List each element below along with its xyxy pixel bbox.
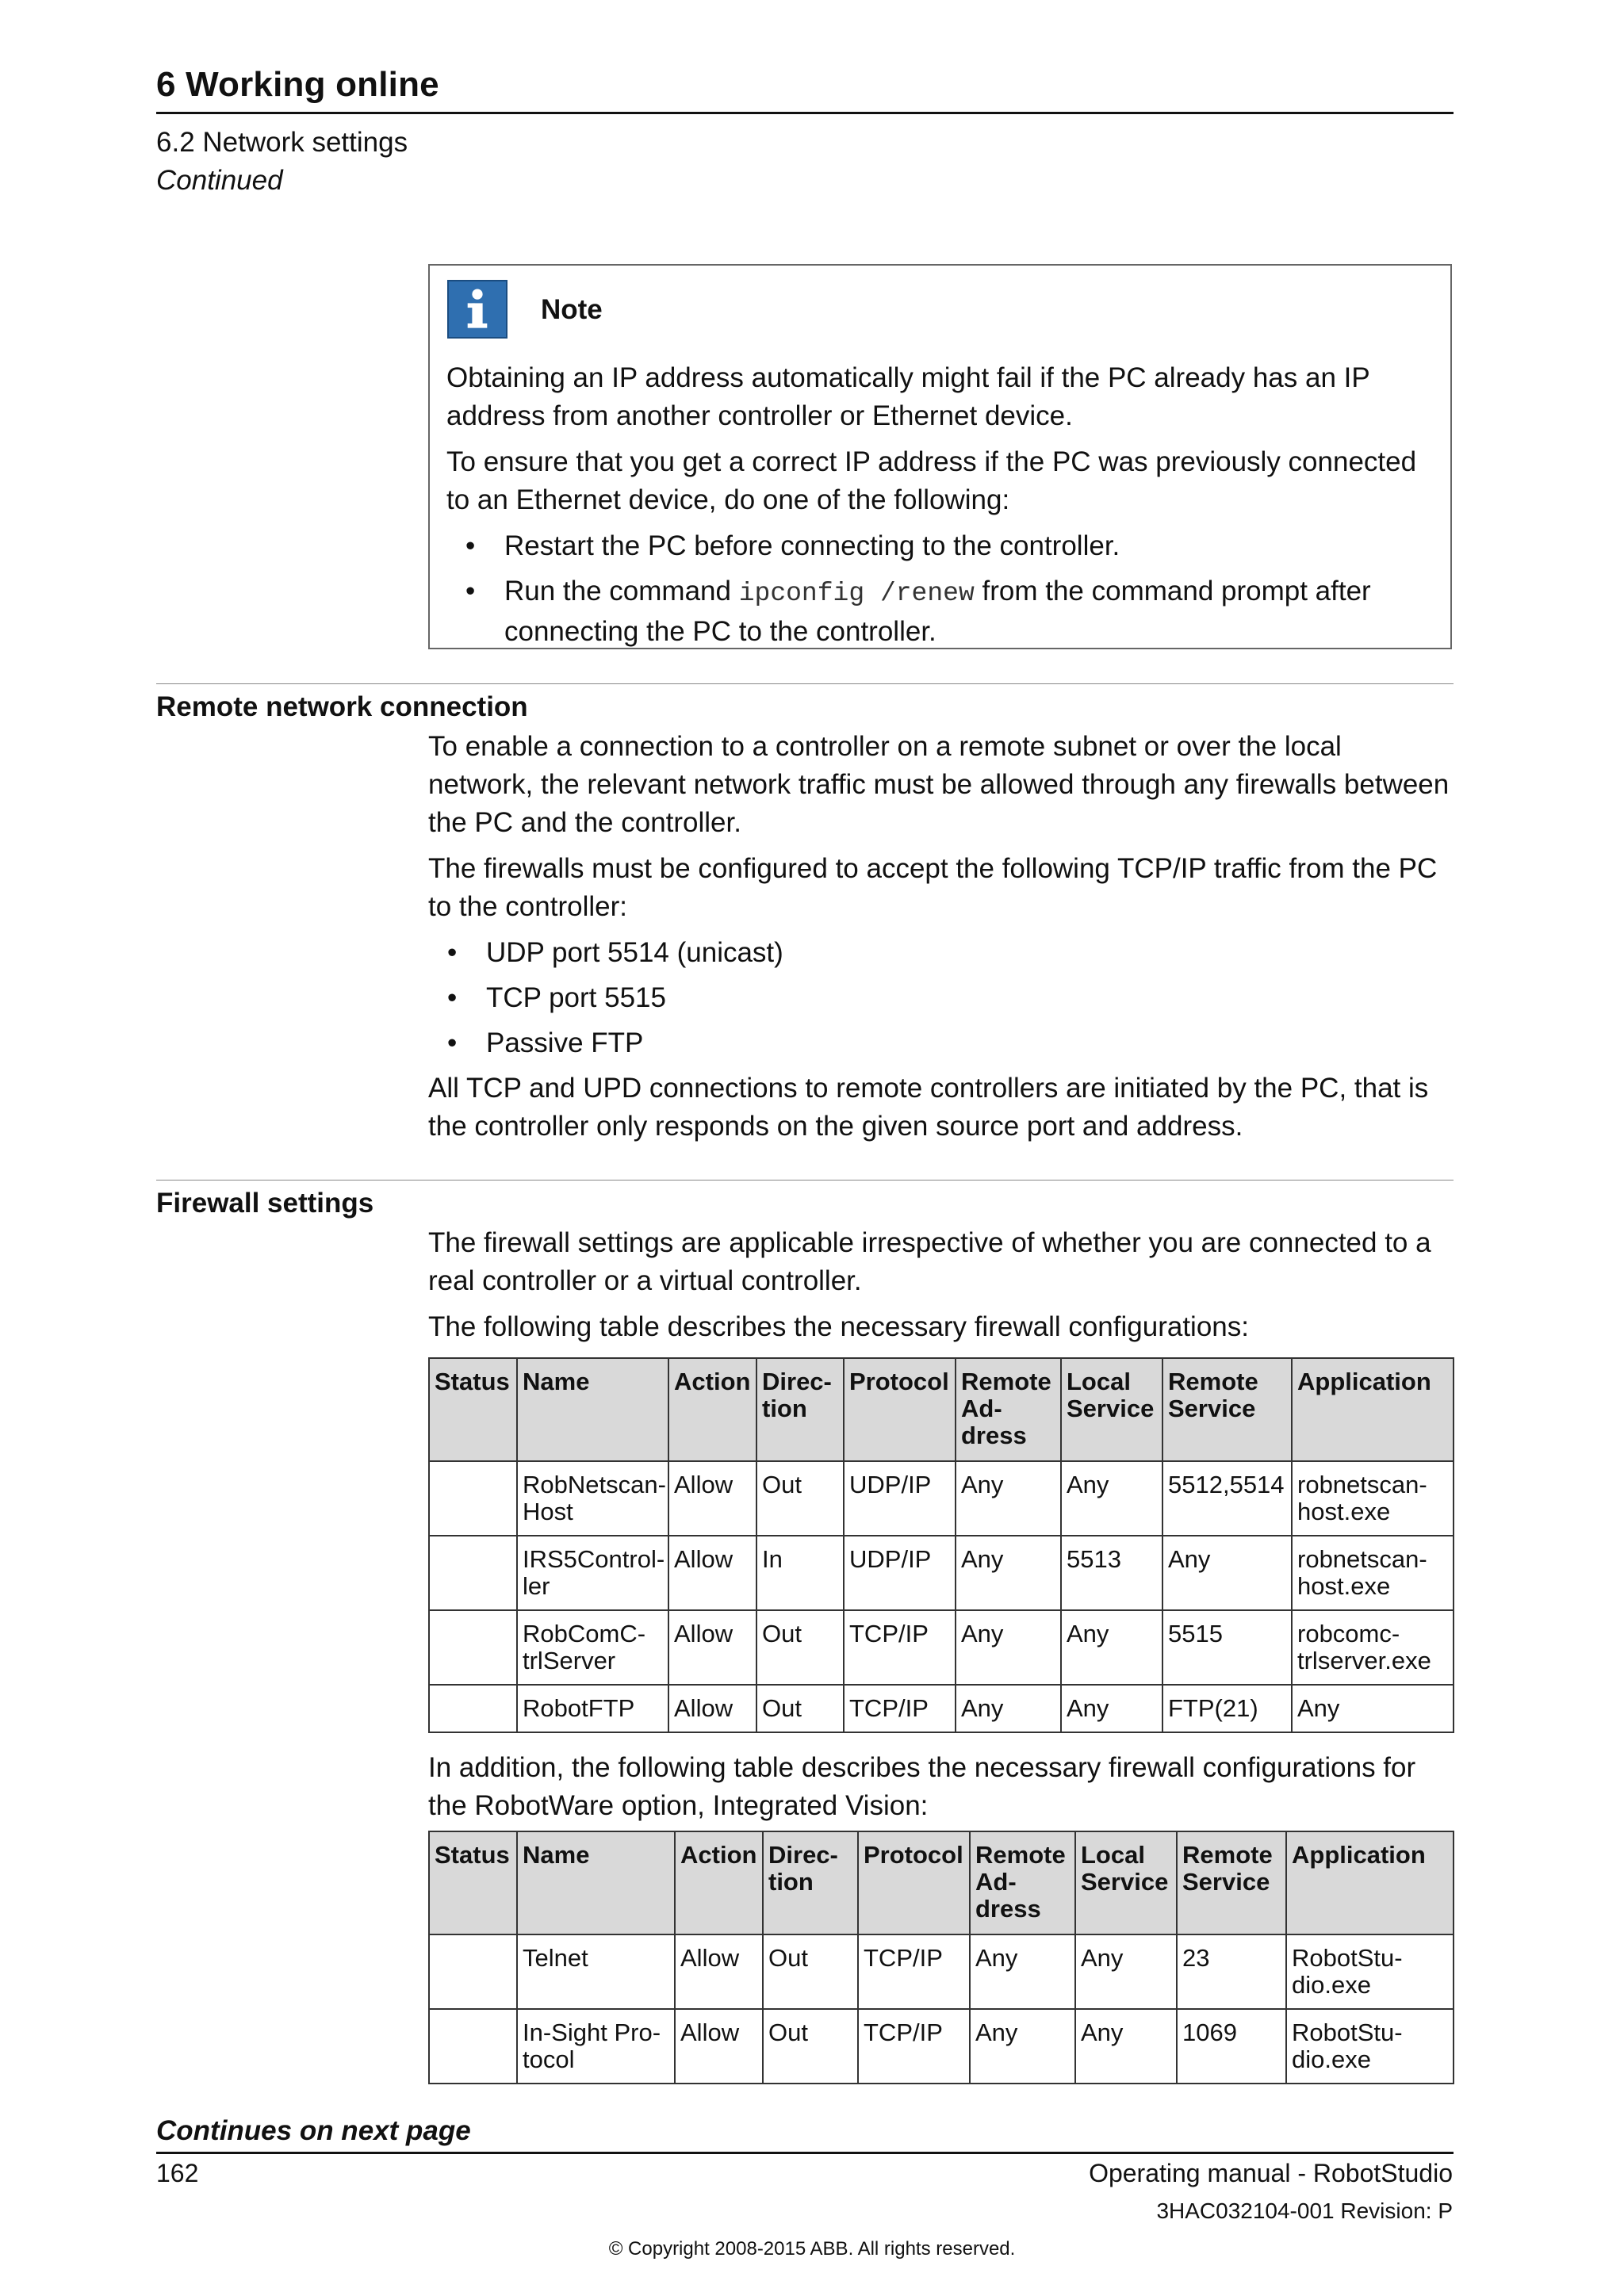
table-cell: RobotFTP [517,1685,668,1732]
table-cell: 5513 [1061,1536,1162,1610]
column-header: Application [1292,1358,1454,1461]
table-cell: UDP/IP [844,1461,956,1536]
table-cell: Any [970,2009,1075,2084]
paragraph: All TCP and UPD connections to remote controllers are initiated by the PC, that is the controller only responds on the given source port and address. [428,1073,1429,1142]
note-title: Note [541,294,603,325]
table-cell: Any [956,1536,1061,1610]
footer-rule [156,2152,1454,2154]
table-cell: RobComC- trlServer [517,1610,668,1685]
note-body [446,359,1438,658]
list-item: • Passive FTP [428,1024,1453,1062]
table-cell: FTP(21) [1162,1685,1292,1732]
table-cell: RobotStu- dio.exe [1286,2009,1454,2084]
paragraph: The firewalls must be configured to accept the following TCP/IP traffic from the PC to the controller: [428,853,1438,922]
integrated-vision-firewall-table [428,1831,1454,2084]
table-cell: TCP/IP [844,1610,956,1685]
column-header: Status [429,1358,517,1461]
table-cell: 23 [1177,1934,1286,2009]
table-cell: TCP/IP [858,2009,970,2084]
firewall-intro [428,1224,1453,1354]
section-title: 6.2 Network settings [156,127,408,158]
table-cell: Any [1061,1685,1162,1732]
list-item: • UDP port 5514 (unicast) [428,934,1453,972]
table-cell: 5512,5514 [1162,1461,1292,1536]
table-cell: TCP/IP [858,1934,970,2009]
table-cell: UDP/IP [844,1536,956,1610]
note-bullet-list [446,527,1438,651]
table-cell: Any [1061,1610,1162,1685]
column-header: Application [1286,1831,1454,1934]
column-header: Name [517,1831,675,1934]
paragraph: The firewall settings are applicable irrespective of whether you are connected to a real controller or a virtual controller. [428,1227,1431,1296]
column-header: Direc- tion [756,1358,844,1461]
table-cell: In-Sight Pro- tocol [517,2009,675,2084]
column-header: Remote Service [1162,1358,1292,1461]
column-header: Remote Ad- dress [970,1831,1075,1934]
table-cell: robnetscan- host.exe [1292,1536,1454,1610]
column-header: Protocol [858,1831,970,1934]
table-cell: Any [956,1461,1061,1536]
table-cell [429,1685,517,1732]
paragraph: In addition, the following table describes the necessary firewall configurations for the RobotWare option, Integrated Vision: [428,1752,1416,1821]
header-rule [156,112,1454,114]
list-item-text: Run the command [504,576,739,607]
firewall-settings-heading: Firewall settings [156,1188,374,1219]
column-header: Protocol [844,1358,956,1461]
remote-network-body [428,728,1453,1154]
integrated-vision-intro [428,1749,1453,1833]
table-header-row [429,1358,1454,1461]
table-cell: Any [970,1934,1075,2009]
table-cell: Out [756,1610,844,1685]
document-id: 3HAC032104-001 Revision: P [1156,2198,1453,2223]
port-list [428,934,1453,1062]
table-cell: Any [1075,1934,1177,2009]
table-cell: Allow [668,1610,756,1685]
table-cell: Allow [668,1461,756,1536]
copyright: © Copyright 2008-2015 ABB. All rights reserved. [608,2238,1016,2260]
manual-title: Operating manual - RobotStudio [1089,2159,1453,2187]
table-cell: Any [956,1610,1061,1685]
table-row [429,2009,1454,2084]
table-cell: Any [1075,2009,1177,2084]
section-divider [156,683,1454,684]
table-cell [429,1461,517,1536]
table-cell: Out [756,1461,844,1536]
continues-next-page: Continues on next page [156,2115,471,2146]
list-item: • Restart the PC before connecting to the controller. [446,527,1438,565]
table-cell: In [756,1536,844,1610]
paragraph: To enable a connection to a controller on a remote subnet or over the local network, the relevant network traffic must be allowed through any firewalls between the PC and the controller. [428,731,1450,838]
column-header: Remote Ad- dress [956,1358,1061,1461]
table-cell: Allow [675,2009,763,2084]
table-cell: Any [1061,1461,1162,1536]
table-row [429,1536,1454,1610]
table-cell [429,1934,517,2009]
table-cell: TCP/IP [844,1685,956,1732]
info-icon [447,280,508,339]
remote-network-heading: Remote network connection [156,691,528,722]
table-header-row [429,1831,1454,1934]
table-row [429,1610,1454,1685]
table-cell: Allow [668,1536,756,1610]
table-cell: Any [1162,1536,1292,1610]
table-cell: robcomc- trlserver.exe [1292,1610,1454,1685]
table-row [429,1461,1454,1536]
table-cell: Allow [668,1685,756,1732]
note-paragraph: Obtaining an IP address automatically might fail if the PC already has an IP address from another controller or Ethernet device. [446,362,1370,431]
column-header: Local Service [1075,1831,1177,1934]
table-cell: Out [763,2009,858,2084]
table-cell: Out [763,1934,858,2009]
column-header: Local Service [1061,1358,1162,1461]
table-cell: RobotStu- dio.exe [1286,1934,1454,2009]
table-cell: Telnet [517,1934,675,2009]
table-cell: RobNetscan- Host [517,1461,668,1536]
table-cell: robnetscan- host.exe [1292,1461,1454,1536]
table-cell: Allow [675,1934,763,2009]
page-number: 162 [156,2159,199,2187]
table-cell [429,2009,517,2084]
table-cell: Any [956,1685,1061,1732]
column-header: Remote Service [1177,1831,1286,1934]
list-item: • TCP port 5515 [428,979,1453,1017]
firewall-table [428,1357,1454,1733]
note-box [428,264,1452,649]
paragraph: The following table describes the necessary firewall configurations: [428,1311,1249,1342]
table-cell: Any [1292,1685,1454,1732]
table-cell: 1069 [1177,2009,1286,2084]
chapter-title: 6 Working online [156,65,439,104]
column-header: Name [517,1358,668,1461]
command-code: ipconfig /renew [738,579,975,608]
table-cell [429,1610,517,1685]
table-row [429,1934,1454,2009]
column-header: Status [429,1831,517,1934]
note-paragraph: To ensure that you get a correct IP address if the PC was previously connected to an Ethernet device, do one of the following: [446,446,1417,515]
section-divider [156,1180,1454,1181]
column-header: Action [668,1358,756,1461]
table-row [429,1685,1454,1732]
table-cell: 5515 [1162,1610,1292,1685]
list-item [446,572,1438,651]
list-item-text: from the command prompt after connecting the PC to the controller. [504,576,1371,647]
continued-label: Continued [156,165,283,196]
column-header: Action [675,1831,763,1934]
column-header: Direc- tion [763,1831,858,1934]
table-cell: Out [756,1685,844,1732]
table-cell: IRS5Control- ler [517,1536,668,1610]
table-cell [429,1536,517,1610]
